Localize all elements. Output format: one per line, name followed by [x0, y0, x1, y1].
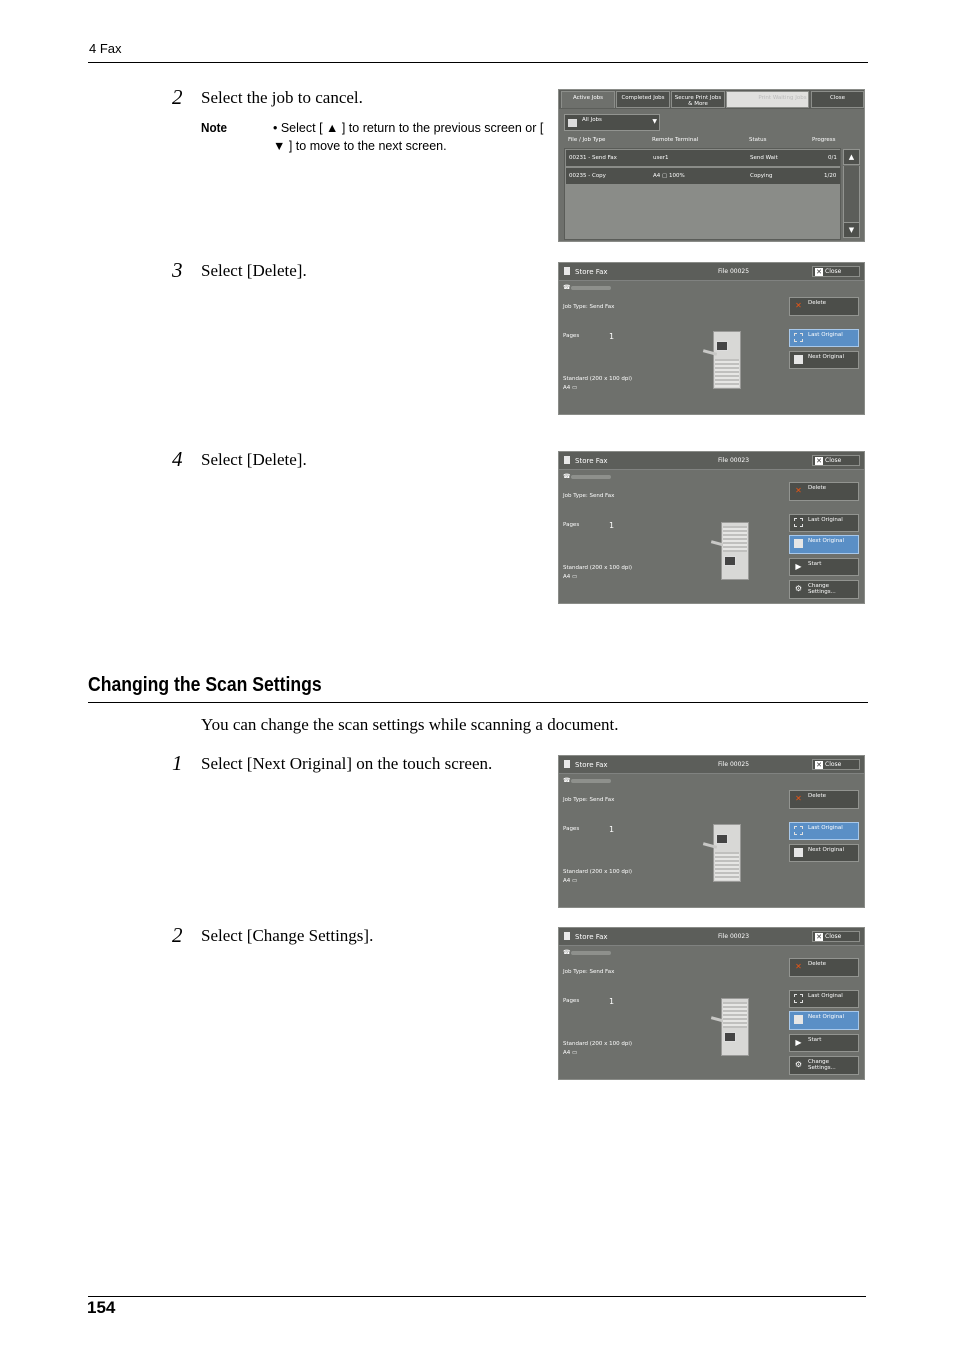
- resolution: Standard (200 x 100 dpi): [563, 1041, 633, 1047]
- cell: 00235 - Copy: [569, 173, 606, 179]
- delete-label: Delete: [808, 485, 827, 491]
- step-text: Select [Next Original] on the touch screen.: [201, 754, 493, 773]
- next-original-label: Next Original: [808, 847, 845, 853]
- next-original-button[interactable]: [789, 351, 859, 369]
- col-header: Remote Terminal: [652, 137, 699, 143]
- step-text: Select [Delete].: [201, 450, 307, 469]
- title-bar: [559, 928, 864, 946]
- close-button[interactable]: [812, 759, 860, 770]
- title-bar: [559, 263, 864, 281]
- phone-icon: ☎: [563, 777, 571, 784]
- change-settings-label: Change Settings...: [808, 583, 836, 595]
- close-label: Close: [825, 457, 842, 464]
- close-button[interactable]: [812, 266, 860, 277]
- paper-size: A4 ▭: [563, 385, 578, 391]
- delete-x-icon: ✕: [795, 962, 802, 971]
- step-number: 1: [172, 751, 183, 775]
- delete-label: Delete: [808, 961, 827, 967]
- delete-button[interactable]: [789, 297, 859, 316]
- gear-icon: ⚙: [794, 1060, 803, 1069]
- last-original-icon: [794, 518, 803, 527]
- col-header: File / Job Type: [568, 137, 606, 143]
- gear-icon: ⚙: [794, 584, 803, 593]
- section-intro: You can change the scan settings while scanning a document.: [201, 715, 619, 734]
- pages-label: Pages: [563, 522, 580, 528]
- start-button[interactable]: [789, 1034, 859, 1052]
- close-label: Close: [825, 933, 842, 940]
- paper-size: A4 ▭: [563, 878, 578, 884]
- scroll-down-button[interactable]: ▼: [843, 222, 860, 238]
- screen-title: Store Fax: [575, 761, 608, 769]
- blurred-number: [571, 286, 611, 290]
- cell: user1: [653, 155, 669, 161]
- start-button[interactable]: [789, 558, 859, 576]
- delete-x-icon: ✕: [795, 301, 802, 310]
- last-original-label: Last Original: [808, 332, 843, 338]
- paper-size: A4 ▭: [563, 574, 578, 580]
- col-header: Progress: [812, 137, 836, 143]
- last-original-button[interactable]: [789, 514, 859, 532]
- printer-icon: [701, 331, 749, 391]
- list-icon: [568, 119, 577, 127]
- blurred-number: [571, 779, 611, 783]
- step-number: 2: [172, 85, 183, 109]
- phone-icon: ☎: [563, 284, 571, 291]
- job-type: Job Type: Send Fax: [563, 304, 615, 310]
- play-icon: ▶: [795, 1038, 802, 1047]
- store-fax-screen: [558, 927, 865, 1080]
- blurred-number: [571, 475, 611, 479]
- resolution: Standard (200 x 100 dpi): [563, 869, 633, 875]
- tab-print-waiting[interactable]: Print Waiting Jobs: [726, 91, 809, 108]
- note-label: Note: [201, 120, 228, 135]
- resolution: Standard (200 x 100 dpi): [563, 565, 633, 571]
- printer-icon: [709, 998, 757, 1058]
- step-text: Select the job to cancel.: [201, 88, 363, 107]
- start-label: Start: [808, 561, 822, 567]
- table-row[interactable]: [566, 150, 840, 166]
- fax-icon: [564, 456, 570, 464]
- document-icon: [794, 848, 803, 857]
- job-status-screen: [558, 89, 865, 242]
- page-number: 154: [87, 1298, 116, 1317]
- last-original-button[interactable]: [789, 822, 859, 840]
- cell: 00231 - Send Fax: [569, 155, 617, 161]
- change-settings-button[interactable]: [789, 1056, 859, 1075]
- delete-label: Delete: [808, 793, 827, 799]
- screen-title: Store Fax: [575, 933, 608, 941]
- next-original-label: Next Original: [808, 1014, 845, 1020]
- section-title: Changing the Scan Settings: [88, 674, 322, 696]
- job-list: [564, 148, 841, 240]
- footer-rule: [88, 1296, 866, 1297]
- phone-icon: ☎: [563, 473, 571, 480]
- title-bar: [559, 452, 864, 470]
- last-original-label: Last Original: [808, 993, 843, 999]
- cell: Send Wait: [750, 155, 778, 161]
- close-icon: ✕: [816, 457, 822, 465]
- document-icon: [794, 355, 803, 364]
- step-text: Select [Delete].: [201, 261, 307, 280]
- filter-value: All Jobs: [582, 117, 602, 123]
- pages-value: 1: [609, 825, 615, 834]
- close-label: Close: [825, 761, 842, 768]
- next-original-label: Next Original: [808, 354, 845, 360]
- store-fax-screen: [558, 451, 865, 604]
- step-number: 2: [172, 923, 183, 947]
- title-bar: [559, 756, 864, 774]
- header-rule: [88, 62, 868, 63]
- cell: 0/1: [828, 155, 837, 161]
- start-label: Start: [808, 1037, 822, 1043]
- tab-active-jobs[interactable]: Active Jobs: [561, 91, 615, 108]
- table-row[interactable]: [566, 168, 840, 184]
- printer-icon: [701, 824, 749, 884]
- pages-value: 1: [609, 332, 615, 341]
- chevron-down-icon: ▼: [652, 118, 657, 125]
- close-icon: ✕: [816, 933, 822, 941]
- job-tabs: [559, 90, 864, 109]
- play-icon: ▶: [795, 562, 802, 571]
- delete-button[interactable]: [789, 790, 859, 809]
- document-icon: [794, 539, 803, 548]
- last-original-icon: [794, 994, 803, 1003]
- close-label: Close: [825, 268, 842, 275]
- col-header: Status: [749, 137, 767, 143]
- last-original-icon: [794, 826, 803, 835]
- close-icon: ✕: [816, 761, 822, 769]
- close-button[interactable]: [812, 931, 860, 942]
- store-fax-screen: [558, 755, 865, 908]
- tab-completed-jobs[interactable]: Completed Jobs: [616, 91, 670, 108]
- tab-secure-print[interactable]: Secure Print Jobs & More: [671, 91, 725, 108]
- printer-icon: [709, 522, 757, 582]
- phone-icon: ☎: [563, 949, 571, 956]
- last-original-label: Last Original: [808, 825, 843, 831]
- next-original-button[interactable]: [789, 1011, 859, 1030]
- delete-label: Delete: [808, 300, 827, 306]
- pages-label: Pages: [563, 998, 580, 1004]
- job-type: Job Type: Send Fax: [563, 797, 615, 803]
- store-fax-screen: [558, 262, 865, 415]
- close-icon: ✕: [816, 268, 822, 276]
- chapter-header: 4 Fax: [89, 41, 122, 56]
- next-original-button[interactable]: [789, 844, 859, 862]
- next-original-label: Next Original: [808, 538, 845, 544]
- file-number: File 00025: [718, 761, 750, 768]
- last-original-label: Last Original: [808, 517, 843, 523]
- pages-label: Pages: [563, 826, 580, 832]
- fax-icon: [564, 932, 570, 940]
- fax-icon: [564, 267, 570, 275]
- step-number: 4: [172, 447, 183, 471]
- last-original-icon: [794, 333, 803, 342]
- blurred-number: [571, 951, 611, 955]
- last-original-button[interactable]: [789, 329, 859, 347]
- scroll-up-button[interactable]: ▲: [843, 149, 860, 165]
- last-original-button[interactable]: [789, 990, 859, 1008]
- note-text: • Select [ ▲ ] to return to the previous screen or [ ▼ ] to move to the next screen.: [273, 121, 544, 153]
- delete-button[interactable]: [789, 482, 859, 501]
- file-number: File 00025: [718, 268, 750, 275]
- screen-title: Store Fax: [575, 457, 608, 465]
- close-button[interactable]: [812, 455, 860, 466]
- file-number: File 00023: [718, 457, 750, 464]
- job-filter-select[interactable]: [564, 114, 660, 131]
- fax-icon: [564, 760, 570, 768]
- delete-x-icon: ✕: [795, 486, 802, 495]
- section-rule: [88, 702, 868, 703]
- job-type: Job Type: Send Fax: [563, 493, 615, 499]
- resolution: Standard (200 x 100 dpi): [563, 376, 633, 382]
- pages-value: 1: [609, 521, 615, 530]
- change-settings-label: Change Settings...: [808, 1059, 836, 1071]
- paper-size: A4 ▭: [563, 1050, 578, 1056]
- cell: Copying: [750, 173, 773, 179]
- delete-button[interactable]: [789, 958, 859, 977]
- close-button[interactable]: Close: [811, 91, 864, 108]
- step-text: Select [Change Settings].: [201, 926, 374, 945]
- next-original-button[interactable]: [789, 535, 859, 554]
- delete-x-icon: ✕: [795, 794, 802, 803]
- cell: A4 ▢ 100%: [653, 173, 685, 179]
- step-number: 3: [172, 258, 183, 282]
- change-settings-button[interactable]: [789, 580, 859, 599]
- pages-label: Pages: [563, 333, 580, 339]
- screen-title: Store Fax: [575, 268, 608, 276]
- pages-value: 1: [609, 997, 615, 1006]
- file-number: File 00023: [718, 933, 750, 940]
- document-icon: [794, 1015, 803, 1024]
- job-type: Job Type: Send Fax: [563, 969, 615, 975]
- cell: 1/20: [824, 173, 837, 179]
- scroll-track[interactable]: [843, 166, 860, 222]
